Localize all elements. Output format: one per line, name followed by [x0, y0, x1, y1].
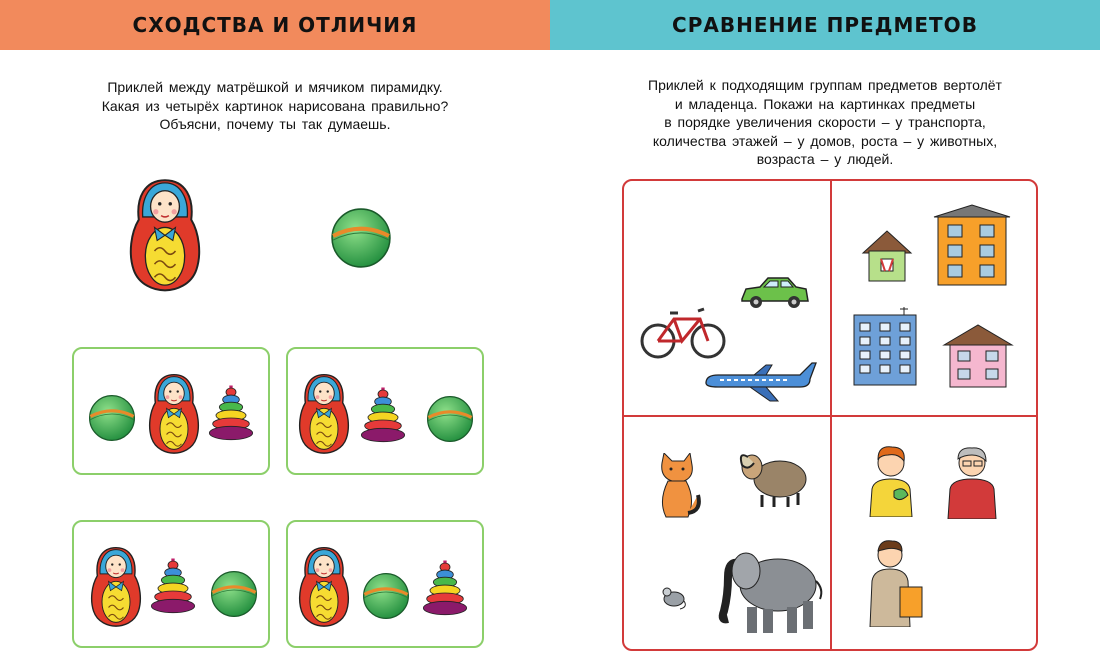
- airplane-image: [700, 359, 820, 405]
- pyramid-image: [420, 556, 470, 620]
- grid-divider: [624, 415, 1036, 417]
- pyramid-image: [148, 554, 198, 618]
- ball-image: [210, 570, 258, 618]
- instruction-line: Приклей к подходящим группам предметов вертолёт: [648, 77, 1002, 93]
- matryoshka-image: [146, 371, 202, 455]
- instruction-line: и младенца. Покажи на картинках предметы: [674, 95, 976, 112]
- instruction-line: Приклей между матрёшкой и мячиком пирамидку.: [107, 79, 443, 95]
- answer-card-1[interactable]: [72, 347, 270, 475]
- pink-house-image: [942, 323, 1014, 389]
- comparison-grid: [622, 179, 1038, 651]
- pyramid-image: [206, 381, 256, 445]
- pyramid-image: [358, 383, 408, 447]
- answer-card-2[interactable]: [286, 347, 484, 475]
- answer-card-3[interactable]: [72, 520, 270, 648]
- right-instructions: [550, 76, 1100, 169]
- answer-card-4[interactable]: [286, 520, 484, 648]
- bicycle-image: [640, 299, 726, 361]
- instruction-line: количества этажей – у домов, роста – у животных,: [652, 132, 998, 149]
- grandfather-image: [944, 445, 1000, 519]
- small-house-image: [860, 227, 914, 283]
- matryoshka-image: [296, 371, 352, 455]
- matryoshka-image: [88, 544, 144, 628]
- boy-image: [864, 445, 918, 517]
- car-image: [738, 275, 810, 311]
- instruction-line: возраста – у людей.: [756, 151, 894, 167]
- cat-image: [654, 453, 704, 519]
- blue-building-image: [850, 307, 920, 387]
- ball-image: [330, 207, 392, 269]
- instruction-line: Объясни, почему ты так думаешь.: [159, 116, 391, 132]
- mouse-image: [658, 585, 688, 611]
- orange-building-image: [932, 203, 1012, 287]
- right-page: [550, 0, 1100, 657]
- ram-image: [738, 445, 808, 509]
- matryoshka-image: [125, 175, 205, 293]
- left-instructions: [0, 78, 550, 134]
- ball-image: [88, 394, 136, 442]
- ball-image: [362, 572, 410, 620]
- young-man-image: [864, 537, 924, 627]
- instruction-line: в порядке увеличения скорости – у транспорта,: [664, 114, 986, 130]
- ball-image: [426, 395, 474, 443]
- matryoshka-image: [296, 544, 352, 628]
- instruction-line: Какая из четырёх картинок нарисована правильно?: [101, 97, 449, 114]
- elephant-image: [716, 533, 826, 637]
- right-page-title: СРАВНЕНИЕ ПРЕДМЕТОВ: [550, 0, 1100, 50]
- left-page-title: СХОДСТВА И ОТЛИЧИЯ: [0, 0, 550, 50]
